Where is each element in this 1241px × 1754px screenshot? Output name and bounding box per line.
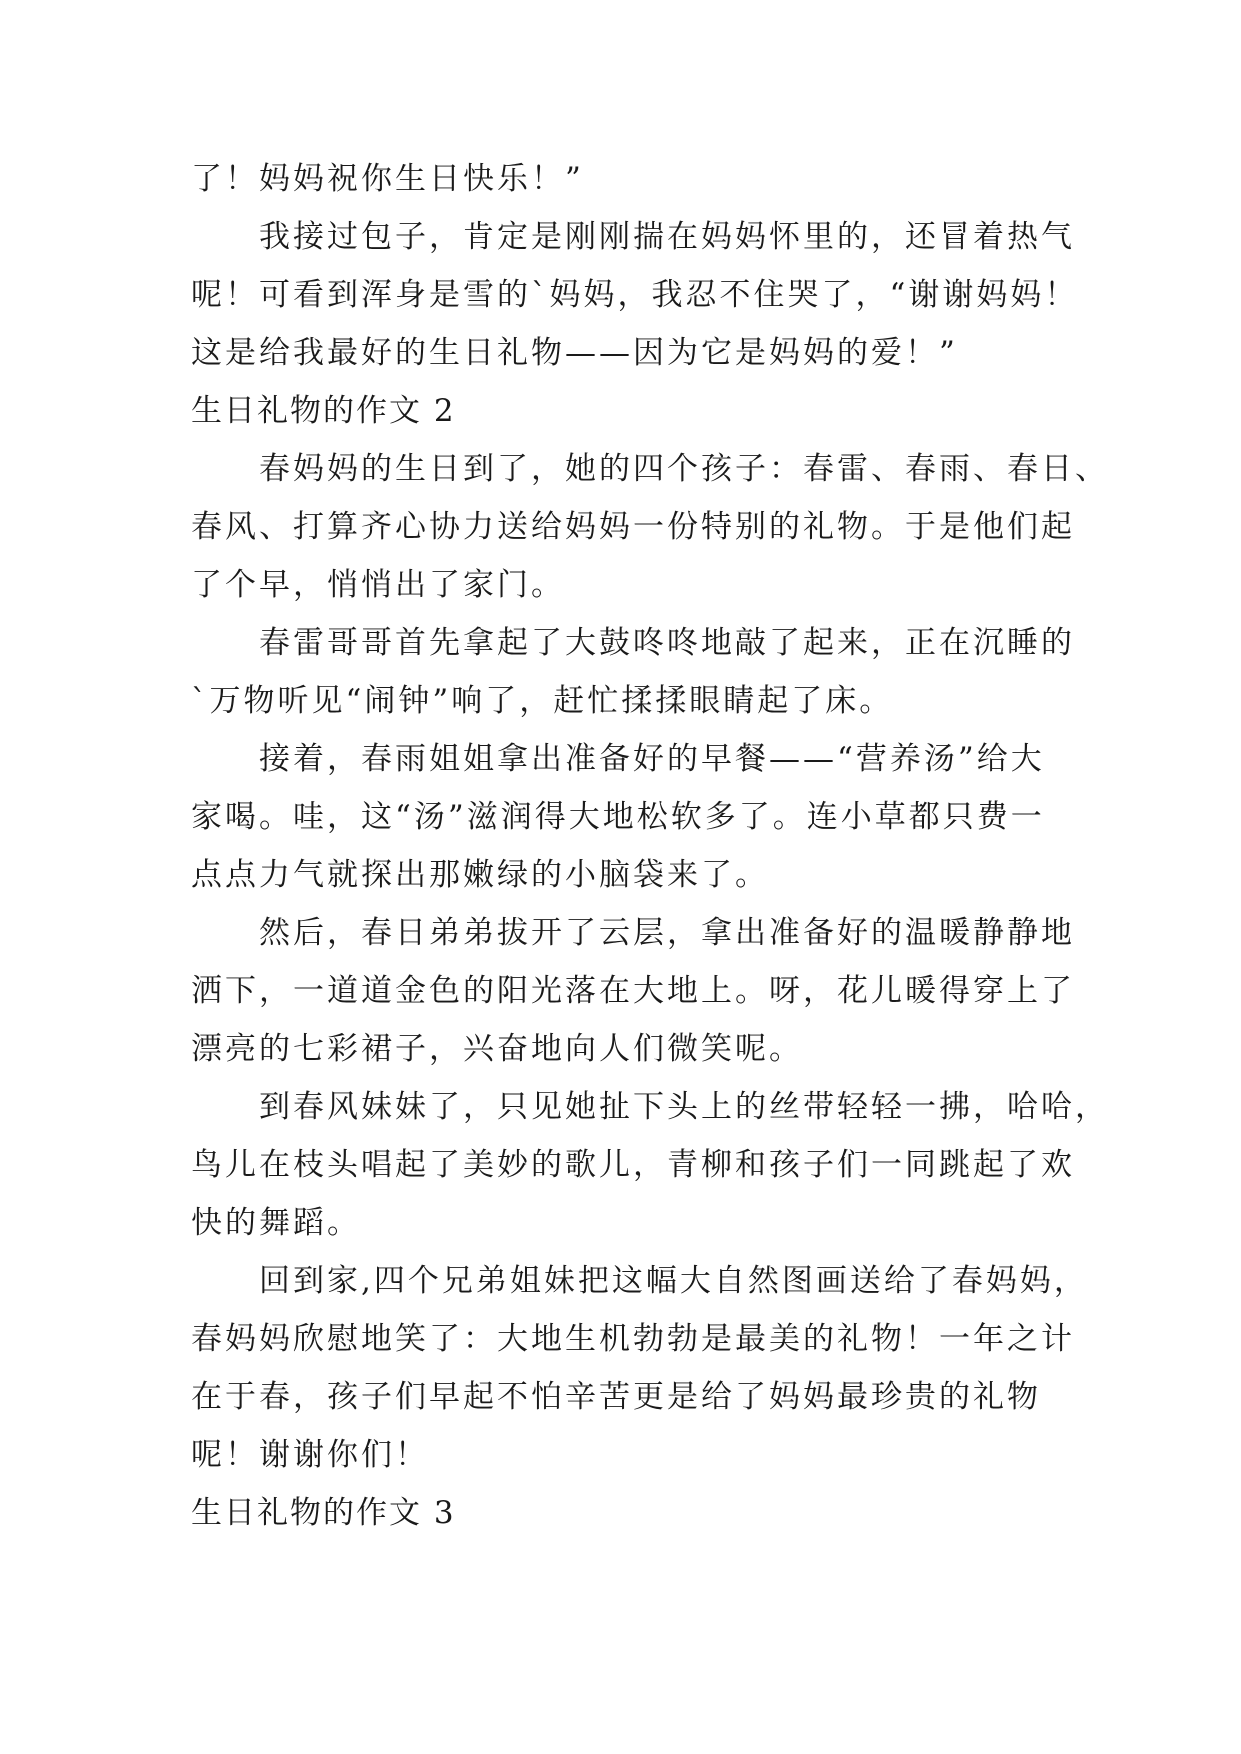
paragraph-line: 洒下，一道道金色的阳光落在大地上。呀，花儿暖得穿上了 xyxy=(191,973,1075,1009)
paragraph-line: 这是给我最好的生日礼物——因为它是妈妈的爱！” xyxy=(191,335,958,371)
paragraph-line: 了！妈妈祝你生日快乐！” xyxy=(191,161,584,197)
paragraph-line: 春雷哥哥首先拿起了大鼓咚咚地敲了起来，正在沉睡的 xyxy=(259,625,1075,661)
paragraph-line: 到春风妹妹了，只见她扯下头上的丝带轻轻一拂，哈哈， xyxy=(259,1089,1109,1125)
paragraph-line: `万物听见“闹钟”响了，赶忙揉揉眼睛起了床。 xyxy=(191,683,894,719)
paragraph-line: 家喝。哇，这“汤”滋润得大地松软多了。连小草都只费一 xyxy=(191,799,1045,835)
paragraph-line: 呢！可看到浑身是雪的`妈妈，我忍不住哭了，“谢谢妈妈！ xyxy=(191,277,1079,313)
paragraph-line: 在于春，孩子们早起不怕辛苦更是给了妈妈最珍贵的礼物 xyxy=(191,1379,1041,1415)
paragraph-line: 快的舞蹈。 xyxy=(191,1205,361,1241)
paragraph-line: 漂亮的七彩裙子，兴奋地向人们微笑呢。 xyxy=(191,1031,803,1067)
paragraph-line: 接着，春雨姐姐拿出准备好的早餐——“营养汤”给大 xyxy=(259,741,1045,777)
paragraph-line: 春妈妈欣慰地笑了：大地生机勃勃是最美的礼物！一年之计 xyxy=(191,1321,1075,1357)
paragraph-line: 春风、打算齐心协力送给妈妈一份特别的礼物。于是他们起 xyxy=(191,509,1075,545)
section-heading: 生日礼物的作文 3 xyxy=(191,1495,456,1531)
paragraph-line: 鸟儿在枝头唱起了美妙的歌儿，青柳和孩子们一同跳起了欢 xyxy=(191,1147,1075,1183)
document-body xyxy=(191,150,1109,1542)
section-heading: 生日礼物的作文 2 xyxy=(191,393,456,429)
paragraph-line: 春妈妈的生日到了，她的四个孩子：春雷、春雨、春日、 xyxy=(259,451,1109,487)
paragraph-line: 我接过包子，肯定是刚刚揣在妈妈怀里的，还冒着热气 xyxy=(259,219,1075,255)
paragraph-line: 然后，春日弟弟拔开了云层，拿出准备好的温暖静静地 xyxy=(259,915,1075,951)
paragraph-line: 呢！谢谢你们！ xyxy=(191,1437,429,1473)
paragraph-line: 了个早，悄悄出了家门。 xyxy=(191,567,565,603)
paragraph-line: 点点力气就探出那嫩绿的小脑袋来了。 xyxy=(191,857,769,893)
paragraph-line: 回到家,四个兄弟姐妹把这幅大自然图画送给了春妈妈， xyxy=(259,1263,1088,1299)
